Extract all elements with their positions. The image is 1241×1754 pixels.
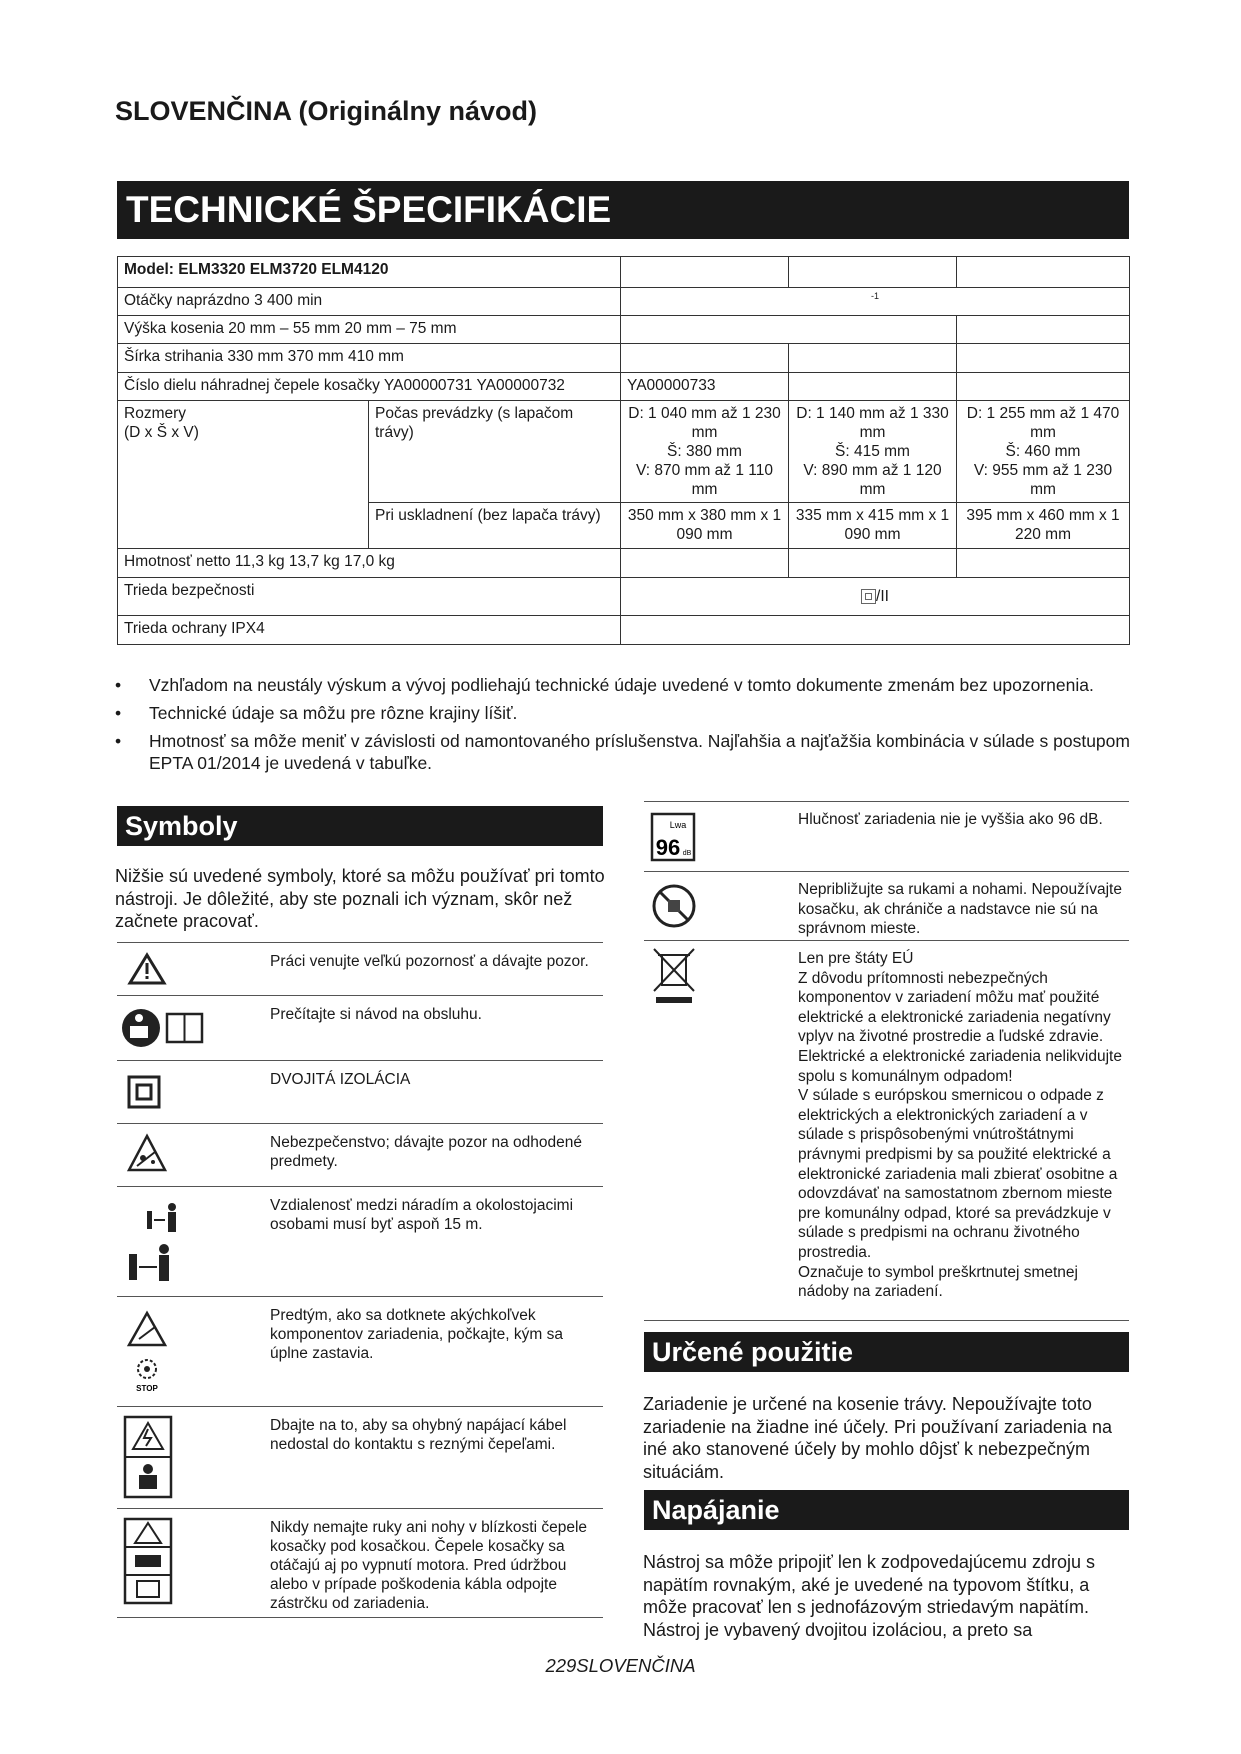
spec-table bbox=[117, 256, 1130, 645]
symbol-row bbox=[117, 1509, 603, 1618]
empty-cell bbox=[789, 344, 957, 373]
intended-use-title: Určené použitie bbox=[644, 1332, 1129, 1372]
empty-cell bbox=[789, 373, 957, 401]
symbol-row bbox=[117, 1187, 603, 1297]
empty-cell bbox=[957, 373, 1130, 401]
safety-class-label: Trieda bezpečnosti bbox=[118, 578, 621, 616]
empty-cell bbox=[621, 316, 957, 344]
symbol-description: Nikdy nemajte ruky ani nohy v blízkosti čepele kosačky pod kosačkou. Čepele kosačky sa otáčajú aj po vypnutí motora. Pred údržbou alebo v prípade poškodenia kábla odpojte zástrčku od zariadenia. bbox=[270, 1519, 588, 1612]
empty-cell bbox=[789, 257, 957, 288]
bystander-distance-icon bbox=[117, 1187, 197, 1292]
symbols-intro: Nižšie sú uvedené symboly, ktoré sa môžu používať pri tomto nástroji. Je dôležité, aby ste poznali ich význam, skôr než začnete pracovať. bbox=[115, 866, 605, 931]
no-load-speed: Otáčky naprázdno 3 400 min bbox=[118, 288, 621, 316]
wait-stop-icon bbox=[117, 1297, 177, 1397]
symbols-section-title: Symboly bbox=[117, 806, 603, 846]
storage-label: Pri uskladnení (bez lapača trávy) bbox=[369, 503, 621, 549]
power-supply-text: Nástroj sa môže pripojiť len k zodpovedajúcemu zdroju s napätím rovnakým, aké je uvedené na typovom štítku, a môže pracovať len s jednofázovým striedavým napätím. Nástroj je vybavený dvojitou izoláciou, a preto sa bbox=[643, 1552, 1095, 1640]
empty-cell bbox=[957, 316, 1130, 344]
spec-section-title: TECHNICKÉ ŠPECIFIKÁCIE bbox=[117, 181, 1129, 239]
storage-value: 350 mm x 380 mm x 1 090 mm bbox=[621, 503, 789, 549]
page-footer: 229SLOVENČINA bbox=[545, 1655, 696, 1676]
storage-value: 335 mm x 415 mm x 1 090 mm bbox=[789, 503, 957, 549]
operation-value: D: 1 140 mm až 1 330 mm Š: 415 mm V: 890 mm až 1 120 mm bbox=[789, 401, 957, 503]
read-manual-icon bbox=[117, 996, 227, 1056]
symbol-description: Len pre štáty EÚ Z dôvodu prítomnosti nebezpečných komponentov v zariadení môžu mať použité elektrické a elektronické zariadenia negatívny vplyv na životné prostredie a ľudské zdravie. Elektrické a elektronické zariadenia nelikvidujte spolu s komunálnym odpadom! V súlade s európskou smernicou o odpade z elektrických a elektronických zariadení a v súlade s prispôsobenými vnútroštátnymi právnymi predpismi by sa použité elektrické a elektronické zariadenia mali zbierať osobitne a odovzdávať na samostatnom zbernom mieste pre komunálny odpad, ktoré sa prevádzkuje v súlade s predpismi na ochranu životného prostredia. Označuje to symbol preškrtnutej smetnej nádoby na zariadení. bbox=[798, 950, 1122, 1301]
crossed-bin-icon bbox=[644, 941, 704, 1011]
symbol-description: Vzdialenosť medzi náradím a okolostojacimi osobami musí byť aspoň 15 m. bbox=[270, 1197, 574, 1233]
protection-class: Trieda ochrany IPX4 bbox=[118, 616, 621, 645]
symbol-description: Nebezpečenstvo; dávajte pozor na odhodené predmety. bbox=[270, 1134, 582, 1170]
symbol-description: Dbajte na to, aby sa ohybný napájací kábel nedostal do kontaktu s reznými čepeľami. bbox=[270, 1417, 567, 1453]
flying-objects-icon bbox=[117, 1124, 177, 1184]
model-row: Model: ELM3320 ELM3720 ELM4120 bbox=[118, 257, 621, 288]
symbol-description: Predtým, ako sa dotknete akýchkoľvek komponentov zariadenia, počkajte, kým sa úplne zastavia. bbox=[270, 1307, 563, 1362]
blade-part-number-3: YA00000733 bbox=[621, 373, 789, 401]
empty-cell bbox=[621, 344, 789, 373]
symbol-description: Práci venujte veľkú pozornosť a dávajte pozor. bbox=[270, 953, 589, 970]
net-weight: Hmotnosť netto 11,3 kg 13,7 kg 17,0 kg bbox=[118, 549, 621, 578]
cutting-height: Výška kosenia 20 mm – 55 mm 20 mm – 75 mm bbox=[118, 316, 621, 344]
symbol-description: Prečítajte si návod na obsluhu. bbox=[270, 1006, 482, 1023]
empty-cell bbox=[957, 344, 1130, 373]
double-insulation-icon bbox=[861, 589, 876, 604]
intended-use-text: Zariadenie je určené na kosenie trávy. Nepoužívajte toto zariadenie na žiadne iné účely. Pri používaní zariadenia na iné ako stanovené účely by mohlo dôjsť k nebezpečným situáciám. bbox=[643, 1394, 1112, 1482]
symbol-row bbox=[644, 941, 1129, 1321]
empty-cell bbox=[789, 549, 957, 578]
noise-level-icon bbox=[644, 802, 704, 866]
safety-class-text: /II bbox=[876, 588, 889, 605]
note-item: • Technické údaje sa môžu pre rôzne krajiny líšiť. bbox=[115, 702, 1135, 724]
language-title: SLOVENČINA (Originálny návod) bbox=[115, 96, 538, 126]
operation-value: D: 1 040 mm až 1 230 mm Š: 380 mm V: 870 mm až 1 110 mm bbox=[621, 401, 789, 503]
empty-cell bbox=[621, 549, 789, 578]
noise-badge-value: 96 bbox=[655, 835, 681, 860]
symbol-row bbox=[644, 802, 1129, 872]
blade-part-number: Číslo dielu náhradnej čepele kosačky YA00000731 YA00000732 bbox=[118, 373, 621, 401]
note-item: • Hmotnosť sa môže meniť v závislosti od namontovaného príslušenstva. Najľahšia a najťažšia kombinácia v súlade s postupom EPTA 01/2014 je uvedená v tabuľke. bbox=[115, 730, 1135, 774]
hands-feet-blade-icon bbox=[117, 1509, 177, 1609]
symbol-row bbox=[117, 1124, 603, 1187]
empty-cell bbox=[957, 549, 1130, 578]
speed-unit-superscript: -1 bbox=[621, 288, 1130, 316]
symbol-row bbox=[644, 872, 1129, 941]
symbol-description: Hlučnosť zariadenia nie je vyššia ako 96 dB. bbox=[798, 811, 1103, 828]
no-hands-feet-icon bbox=[644, 872, 704, 936]
empty-cell bbox=[621, 257, 789, 288]
cutting-width: Šírka strihania 330 mm 370 mm 410 mm bbox=[118, 344, 621, 373]
cable-blade-icon bbox=[117, 1407, 177, 1503]
stop-label: STOP bbox=[136, 1384, 158, 1393]
symbol-description: DVOJITÁ IZOLÁCIA bbox=[270, 1071, 411, 1088]
warning-triangle-icon bbox=[117, 943, 177, 993]
operation-value: D: 1 255 mm až 1 470 mm Š: 460 mm V: 955 mm až 1 230 mm bbox=[957, 401, 1130, 503]
noise-badge-top: Lwa bbox=[669, 820, 687, 830]
symbol-row bbox=[117, 1061, 603, 1124]
spec-notes bbox=[115, 674, 1135, 780]
noise-badge-unit: dB bbox=[682, 850, 692, 857]
symbol-description: Nepribližujte sa rukami a nohami. Nepoužívajte kosačku, ak chrániče a nadstavce nie sú na správnom mieste. bbox=[798, 881, 1122, 938]
empty-cell bbox=[621, 616, 1130, 645]
dimensions-label: Rozmery (D x Š x V) bbox=[118, 401, 369, 549]
operation-label: Počas prevádzky (s lapačom trávy) bbox=[369, 401, 621, 503]
symbol-row bbox=[117, 1407, 603, 1509]
storage-value: 395 mm x 460 mm x 1 220 mm bbox=[957, 503, 1130, 549]
safety-class-value bbox=[621, 578, 1130, 616]
symbol-row bbox=[117, 996, 603, 1061]
note-item: • Vzhľadom na neustály výskum a vývoj podliehajú technické údaje uvedené v tomto dokumente zmenám bez upozornenia. bbox=[115, 674, 1135, 696]
double-insulation-icon bbox=[117, 1061, 177, 1121]
symbol-row bbox=[117, 943, 603, 996]
empty-cell bbox=[957, 257, 1130, 288]
power-supply-title: Napájanie bbox=[644, 1490, 1129, 1530]
symbol-row bbox=[117, 1297, 603, 1407]
